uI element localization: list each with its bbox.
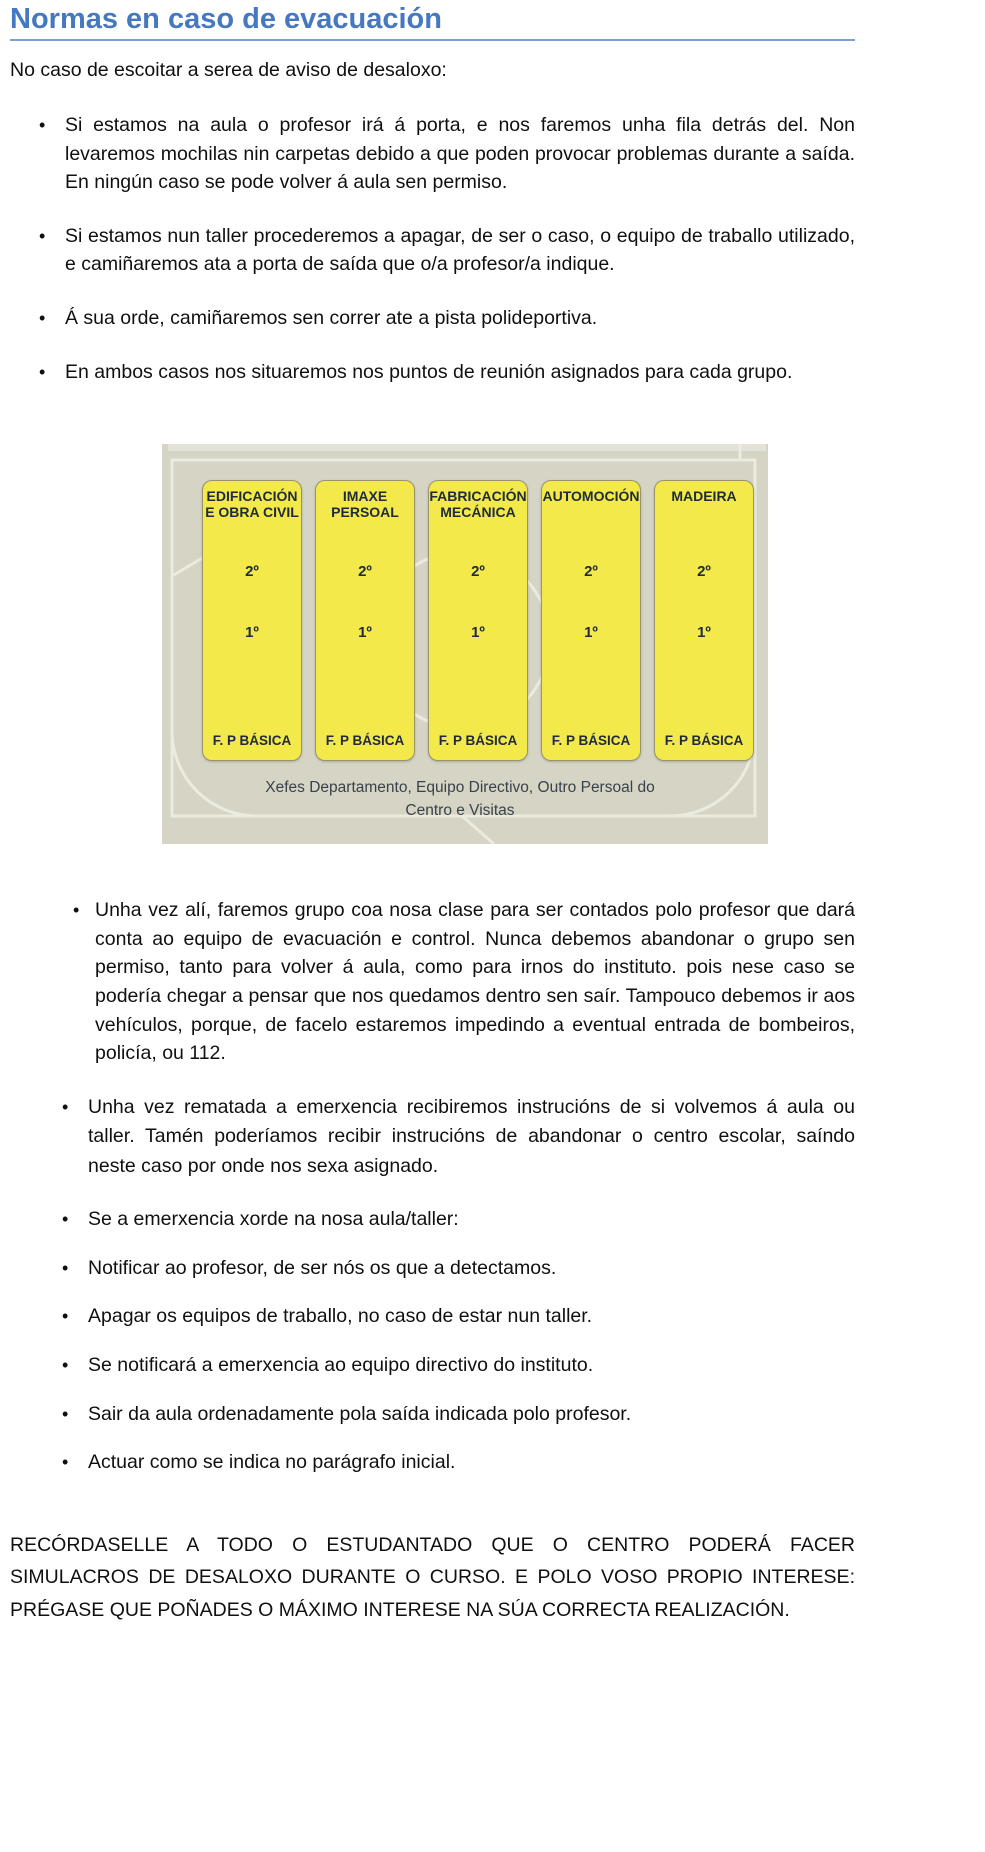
list-item: • Se a emerxencia xorde na nosa aula/taller: <box>88 1205 855 1234</box>
title-underline <box>10 39 855 41</box>
list-item: • Si estamos nun taller procederemos a apagar, de ser o caso, o equipo de traballo utilizado, e camiñaremos ata a porta de saída que o/a profesor/a indique. <box>65 222 855 279</box>
page-title: Normas en caso de evacuación <box>10 3 442 35</box>
evacuation-assembly-diagram <box>162 444 768 844</box>
column-level-2: 2º <box>358 563 372 581</box>
column-title: EDIFICACIÓN E OBRA CIVIL <box>205 488 299 520</box>
assembly-column-automocion <box>541 480 641 761</box>
column-fp-basica: F. P BÁSICA <box>664 733 744 749</box>
list-item: • Á sua orde, camiñaremos sen correr ate a pista polideportiva. <box>65 304 855 333</box>
column-title: FABRICACIÓN MECÁNICA <box>429 488 527 520</box>
column-fp-basica: F. P BÁSICA <box>438 733 518 749</box>
assembly-column-fabricacion <box>428 480 528 761</box>
column-title: AUTOMOCIÓN <box>542 488 640 505</box>
column-fp-basica: F. P BÁSICA <box>325 733 405 749</box>
column-level-1: 1º <box>584 624 598 642</box>
column-level-2: 2º <box>697 563 711 581</box>
intro-paragraph: No caso de escoitar a serea de aviso de desaloxo: <box>10 59 447 81</box>
list-item: • Apagar os equipos de traballo, no caso de estar nun taller. <box>88 1302 855 1331</box>
diagram-caption-text: Xefes Departamento, Equipo Directivo, Outro Persoal do Centro e Visitas <box>265 779 655 820</box>
list-item: • Notificar ao profesor, de ser nós os que a detectamos. <box>88 1254 855 1283</box>
column-level-1: 1º <box>358 624 372 642</box>
assembly-columns <box>202 480 754 761</box>
column-level-1: 1º <box>245 624 259 642</box>
list-item: • Sair da aula ordenadamente pola saída indicada polo profesor. <box>88 1400 855 1429</box>
assembly-column-madeira <box>654 480 754 761</box>
column-level-1: 1º <box>471 624 485 642</box>
column-title: MADEIRA <box>671 488 737 505</box>
diagram-caption <box>162 776 758 823</box>
assembly-column-edificacion <box>202 480 302 761</box>
column-level-2: 2º <box>245 563 259 581</box>
bullet-list-after-diagram <box>10 896 855 1068</box>
document-content <box>10 0 855 1626</box>
column-level-1: 1º <box>697 624 711 642</box>
column-fp-basica: F. P BÁSICA <box>551 733 631 749</box>
column-level-2: 2º <box>584 563 598 581</box>
list-item: • Si estamos na aula o profesor irá á porta, e nos faremos unha fila detrás del. Non levaremos mochilas nin carpetas debido a que poden provocar problemas durante a saída. En ningún caso se pode volver á aula sen permiso. <box>65 111 855 197</box>
column-level-2: 2º <box>471 563 485 581</box>
list-item: • Actuar como se indica no parágrafo inicial. <box>88 1448 855 1477</box>
list-item: • En ambos casos nos situaremos nos puntos de reunión asignados para cada grupo. <box>65 358 855 387</box>
column-fp-basica: F. P BÁSICA <box>212 733 292 749</box>
bullet-list-bottom <box>10 1093 855 1477</box>
list-item: • Unha vez alí, faremos grupo coa nosa clase para ser contados polo profesor que dará conta ao equipo de evacuación e control. Nunca debemos abandonar o grupo sen permiso, tanto para volver á aula, como para irnos do instituto. pois nese caso se podería chegar a pensar que nos quedamos dentro sen saír. Tampouco debemos ir aos vehículos, porque, de facelo estaremos impedindo a eventual entrada de bombeiros, policía, ou 112. <box>95 896 855 1068</box>
list-item: • Se notificará a emerxencia ao equipo directivo do instituto. <box>88 1351 855 1380</box>
assembly-column-imaxe <box>315 480 415 761</box>
bullet-list-top <box>10 111 855 386</box>
column-title: IMAXE PERSOAL <box>331 488 399 520</box>
closing-paragraph: RECÓRDASELLE A TODO O ESTUDANTADO QUE O CENTRO PODERÁ FACER SIMULACROS DE DESALOXO DURANTE O CURSO. E POLO VOSO PROPIO INTERESE: PRÉGASE QUE POÑADES O MÁXIMO INTERESE NA SÚA CORRECTA REALIZACIÓN. <box>10 1533 855 1621</box>
list-item: • Unha vez rematada a emerxencia recibiremos instrucións de si volvemos á aula ou taller. Tamén poderíamos recibir instrucións de abandonar o centro escolar, saíndo neste caso por onde nos sexa asignado. <box>88 1093 855 1182</box>
